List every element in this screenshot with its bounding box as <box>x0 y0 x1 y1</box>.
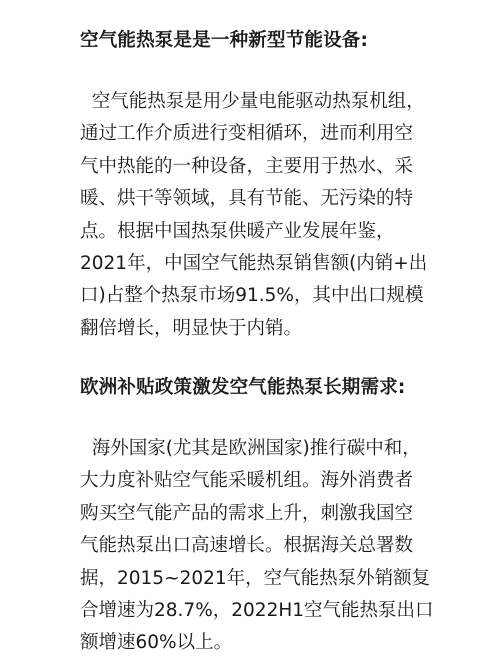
paragraph-line: 合增速为28.7%，2022H1空气能热泵出口 <box>80 599 434 621</box>
section-heading-heat-pump-definition: 空气能热泵是是一种新型节能设备: <box>80 30 369 51</box>
paragraph-line: 点。根据中国热泵供暖产业发展年鉴， <box>80 220 395 242</box>
section-paragraph-european-subsidy <box>80 433 436 660</box>
paragraph-line: 购买空气能产品的需求上升，刺激我国空 <box>80 502 414 524</box>
paragraph-line: 额增速60%以上。 <box>80 632 233 654</box>
paragraph-line: 口)占整个热泵市场91.5%，其中出口规模 <box>80 285 424 307</box>
paragraph-line: 2021年，中国空气能热泵销售额(内销+出 <box>80 252 428 274</box>
section-heading-european-subsidy: 欧洲补贴政策激发空气能热泵长期需求: <box>80 377 406 398</box>
paragraph-line: 据，2015~2021年，空气能热泵外销额复 <box>80 567 431 589</box>
paragraph-line: 通过工作介质进行变相循环，进而利用空 <box>80 123 414 145</box>
paragraph-line: 翻倍增长，明显快于内销。 <box>80 317 303 339</box>
section-paragraph-heat-pump-definition <box>80 86 436 345</box>
paragraph-line: 大力度补贴空气能采暖机组。海外消费者 <box>80 470 414 492</box>
paragraph-line: 空气能热泵是用少量电能驱动热泵机组， <box>80 91 425 112</box>
paragraph-line: 暖、烘干等领域，具有节能、无污染的特 <box>80 188 414 210</box>
paragraph-line: 气能热泵出口高速增长。根据海关总署数 <box>80 535 414 557</box>
paragraph-line: 海外国家(尤其是欧洲国家)推行碳中和， <box>80 438 421 459</box>
paragraph-line: 气中热能的一种设备，主要用于热水、采 <box>80 155 414 177</box>
